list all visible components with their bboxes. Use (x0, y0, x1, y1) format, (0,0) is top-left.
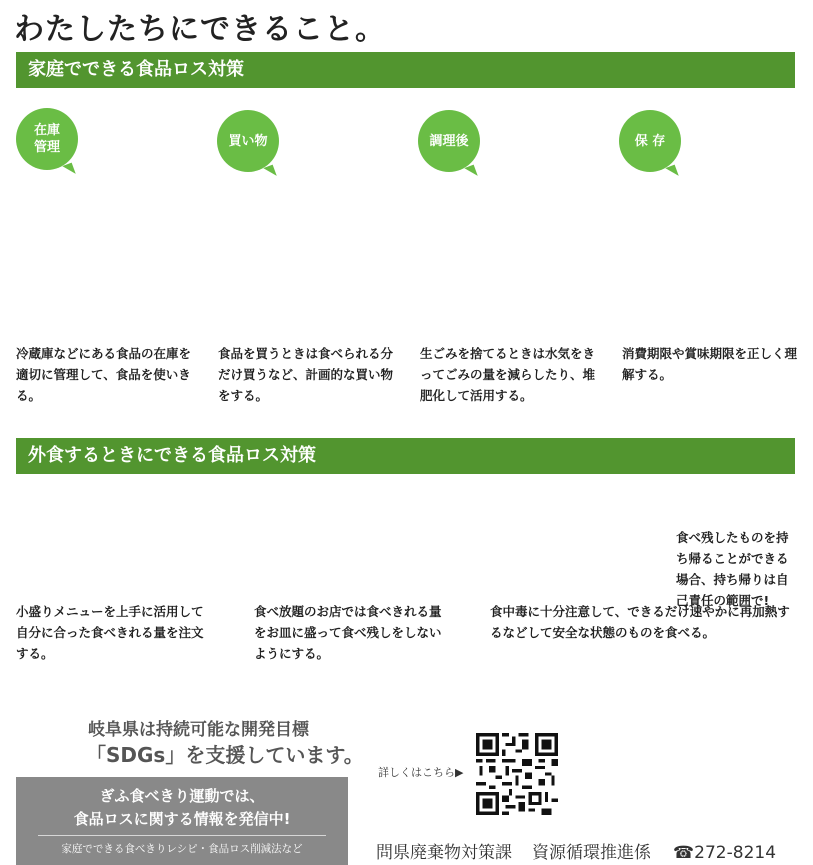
promo-line1: ぎふ食べきり運動では、 (99, 787, 265, 805)
section-header-home: 家庭でできる食品ロス対策 (16, 52, 795, 88)
badge-shopping: 買い物 (217, 110, 279, 172)
home-tip-shopping: 食品を買うときは食べられる分だけ買うなど、計画的な買い物をする。 (218, 346, 394, 403)
promo-line3: 家庭でできる食べきりレシピ・食品ロス削減法など (61, 843, 303, 855)
promo-divider (38, 835, 326, 836)
home-tip-storage: 消費期限や賞味期限を正しく理解する。 (622, 346, 798, 382)
section-header-eatout: 外食するときにできる食品ロス対策 (16, 438, 795, 474)
badge-after-cooking: 調理後 (418, 110, 480, 172)
eatout-tip-reheat: 食中毒に十分注意して、できるだけ速やかに再加熱するなどして安全な状態のものを食べる。 (490, 604, 790, 640)
footer-phone: ☎272-8214 (673, 843, 777, 863)
promo-line2: 食品ロスに関する情報を発信中! (73, 810, 291, 828)
home-tip-after-cooking: 生ごみを捨てるときは水気をきってごみの量を減らしたり、堆肥化して活用する。 (420, 346, 596, 403)
promo-box (16, 777, 348, 865)
badge-storage: 保 存 (619, 110, 681, 172)
sdgs-statement-line1: 岐阜県は持続可能な開発目標 (88, 720, 309, 740)
qr-link-label[interactable]: 詳しくはこちら▶ (378, 766, 464, 779)
qr-code-icon[interactable] (476, 733, 558, 815)
eatout-tip-small-portions: 小盛りメニューを上手に活用して自分に合った食べきれる量を注文する。 (16, 604, 204, 661)
badge-inventory: 在庫 管理 (16, 108, 78, 170)
footer-section: 資源循環推進係 (532, 843, 651, 863)
footer-department: 問県廃棄物対策課 (376, 843, 512, 863)
home-tip-inventory: 冷蔵庫などにある食品の在庫を適切に管理して、食品を使いきる。 (16, 346, 192, 403)
page-title: わたしたちにできること。 (14, 12, 386, 47)
footer-contact (376, 838, 776, 863)
eatout-tip-buffet: 食べ放題のお店では食べきれる量をお皿に盛って食べ残しをしないようにする。 (254, 604, 442, 661)
takeaway-note: 食べ残したものを持ち帰ることができる場合、持ち帰りは自己責任の範囲で! (676, 530, 789, 608)
sdgs-statement-line2: 「SDGs」を支援しています。 (86, 743, 364, 767)
